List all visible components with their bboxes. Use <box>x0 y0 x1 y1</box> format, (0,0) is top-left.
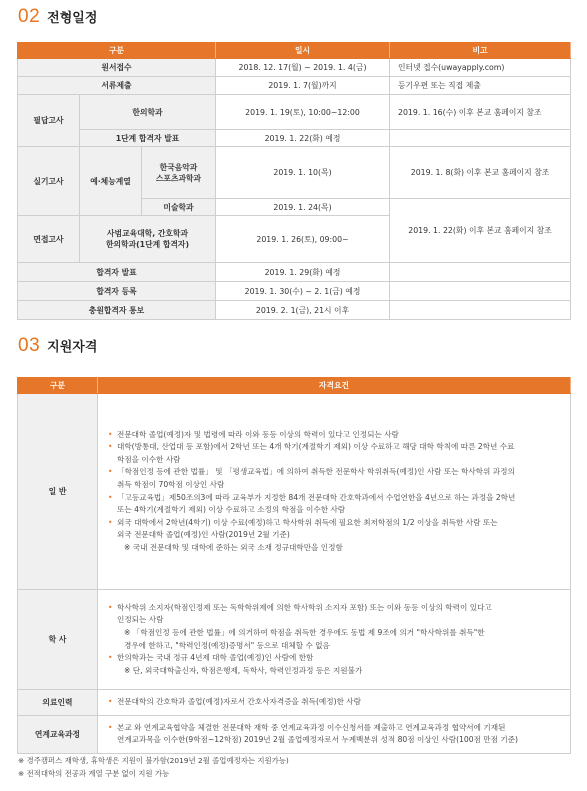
section-03-title <box>18 335 97 357</box>
row-date: 2018. 12. 17(월) ~ 2019. 1. 4(금) <box>216 59 390 77</box>
req-content-general <box>98 394 571 590</box>
row-note: 2019. 1. 22(화) 이후 본교 홈페이지 참조 <box>390 199 571 263</box>
list-item: • 전문대학 졸업(예정)자 및 법령에 따라 이와 동등 이상의 학력이 있다고 인정되는 사람 <box>108 429 399 439</box>
list-item: 취득 학점이 70학점 이상인 사람 <box>117 479 225 489</box>
req-content-linked <box>98 715 571 753</box>
row-note-empty <box>390 282 571 301</box>
schedule-header-category: 구분 <box>18 43 216 59</box>
list-item: • 전문대학의 간호학과 졸업(예정)자로서 간호사자격증을 취득(예정)한 사람 <box>108 697 361 706</box>
footnote: ※ 경주캠퍼스 재학생, 휴학생은 지원이 불가함(2019년 2월 졸업예정자는 지원가능) <box>18 756 289 765</box>
list-item: • 외국 대학에서 2학년(4학기) 이상 수료(예정)하고 학사학위 취득에 필요한 최저학점의 1/2 이상을 취득한 사람 또는 <box>108 517 498 527</box>
req-list <box>108 696 562 709</box>
req-label-bachelor: 학 사 <box>18 590 98 690</box>
req-list <box>108 429 562 555</box>
row-label: 합격자 발표 <box>18 263 216 282</box>
req-content-medical <box>98 690 571 716</box>
row-date: 2019. 2. 1(금), 21시 이후 <box>216 301 390 320</box>
row-note-empty <box>390 301 571 320</box>
row-note-empty <box>390 263 571 282</box>
schedule-header-date: 일시 <box>216 43 390 59</box>
row-date: 2019. 1. 29(화) 예정 <box>216 263 390 282</box>
list-item: • 「고등교육법」제50조의3에 따라 교육부가 지정한 84개 전문대학 간호학과에서 수업연한을 4년으로 하는 과정을 2학년 <box>108 492 516 502</box>
row-sublabel: 한의학과 <box>80 95 216 130</box>
requirements-table <box>17 377 571 754</box>
list-item: • 「학점인정 등에 관한 법률」 및 「평생교육법」에 의하여 취득한 전문학사 학위취득(예정)인 사람 또는 학사학위 과정의 <box>108 467 515 477</box>
list-item: 인정되는 사람 <box>117 615 164 625</box>
row-note: 인터넷 접수(uwayapply.com) <box>390 59 571 77</box>
group-label-interview: 면접고사 <box>18 216 80 263</box>
section-heading: 전형일정 <box>47 11 98 26</box>
list-note: ※ 「학점인정 등에 관한 법률」에 의거하여 학점을 취득한 경우에도 동법 제 9조에 의거 "학사학위를 취득"한 <box>124 627 485 637</box>
list-item: 학점을 이수한 사람 <box>117 454 181 464</box>
row-label: 충원합격자 통보 <box>18 301 216 320</box>
section-number: 02 <box>18 6 41 27</box>
row-date: 2019. 1. 30(수) ~ 2. 1(금) 예정 <box>216 282 390 301</box>
req-label-linked: 연계교육과정 <box>18 715 98 753</box>
list-item: • 본교 와 연계교육협약을 체결한 전문대학 재학 중 연계교육과정 이수신청서를 제출하고 연계교육과정 협약서에 기재된 <box>108 722 506 732</box>
row-date: 2019. 1. 10(목) <box>216 147 390 199</box>
list-item: 외국 전문대학 졸업(예정)인 사람(2019년 2월 기준) <box>117 530 290 540</box>
list-note: ※ 국내 전문대학 및 대학에 준하는 외국 소재 정규대학만을 인정함 <box>124 542 343 552</box>
footnote: ※ 전적대학의 전공과 계열 구분 없이 지원 가능 <box>18 768 170 778</box>
row-date: 2019. 1. 22(화) 예정 <box>216 130 390 147</box>
list-item: 또는 4학기(계절학기 제외) 이상 수료하고 소정의 학점을 이수한 사람 <box>117 505 346 515</box>
row-date: 2019. 1. 24(목) <box>216 199 390 216</box>
list-note: ※ 단, 외국대학출신자, 학점은행제, 독학사, 학력인정과정 등은 지원불가 <box>124 665 363 675</box>
schedule-header-note: 비고 <box>390 43 571 59</box>
row-note-empty <box>390 130 571 147</box>
req-content-bachelor <box>98 590 571 690</box>
row-label: 원서접수 <box>18 59 216 77</box>
section-number: 03 <box>18 335 41 356</box>
list-item: • 대학(방통대, 산업대 등 포함)에서 2학년 또는 4개 학기(계절학기 제외) 이상 수료하고 해당 대학 학칙에 따른 2학년 수료 <box>108 442 515 452</box>
list-item: 연계교과목을 이수한(9학점~12학점) 2019년 2월 졸업예정자로서 누계백분위 성적 80점 이상인 사람(100점 만점 기준) <box>117 735 518 745</box>
req-list <box>108 722 562 747</box>
row-sublabel: 1단계 합격자 발표 <box>80 130 216 147</box>
req-label-general: 일 반 <box>18 394 98 590</box>
req-list <box>108 602 562 678</box>
row-date: 2019. 1. 26(토), 09:00~ <box>216 216 390 263</box>
group-label-written: 필답고사 <box>18 95 80 147</box>
list-note: 경우에 한하고, "학력인정(예정)증명서" 등으로 대체할 수 없음 <box>124 640 330 650</box>
row-label: 서류제출 <box>18 77 216 95</box>
list-item: • 한의학과는 국내 정규 4년제 대학 졸업(예정)인 사람에 한함 <box>108 653 314 663</box>
row-label: 합격자 등록 <box>18 282 216 301</box>
footnotes <box>18 755 289 780</box>
req-header-content: 자격요건 <box>98 378 571 394</box>
list-item: • 학사학위 소지자(학점인정제 또는 독학학위제에 의한 학사학위 소지자 포함) 또는 이와 동등 이상의 학력이 있다고 <box>108 602 492 612</box>
row-sublabel: 사범교육대학, 간호학과 한의학과(1단계 합격자) <box>80 216 216 263</box>
group-label-practical: 실기고사 <box>18 147 80 216</box>
row-sublabel: 한국음악과 스포츠과학과 <box>142 147 216 199</box>
group-label-arts: 예·체능계열 <box>80 147 142 216</box>
schedule-table <box>17 42 571 320</box>
section-02-title <box>18 6 97 28</box>
row-note: 2019. 1. 8(화) 이후 본교 홈페이지 참조 <box>390 147 571 199</box>
req-header-category: 구분 <box>18 378 98 394</box>
row-date: 2019. 1. 7(월)까지 <box>216 77 390 95</box>
row-note: 등기우편 또는 직접 제출 <box>390 77 571 95</box>
row-sublabel: 미술학과 <box>142 199 216 216</box>
req-label-medical: 의료인력 <box>18 690 98 716</box>
row-date: 2019. 1. 19(토), 10:00~12:00 <box>216 95 390 130</box>
section-heading: 지원자격 <box>47 340 98 355</box>
row-note: 2019. 1. 16(수) 이후 본교 홈페이지 참조 <box>390 95 571 130</box>
